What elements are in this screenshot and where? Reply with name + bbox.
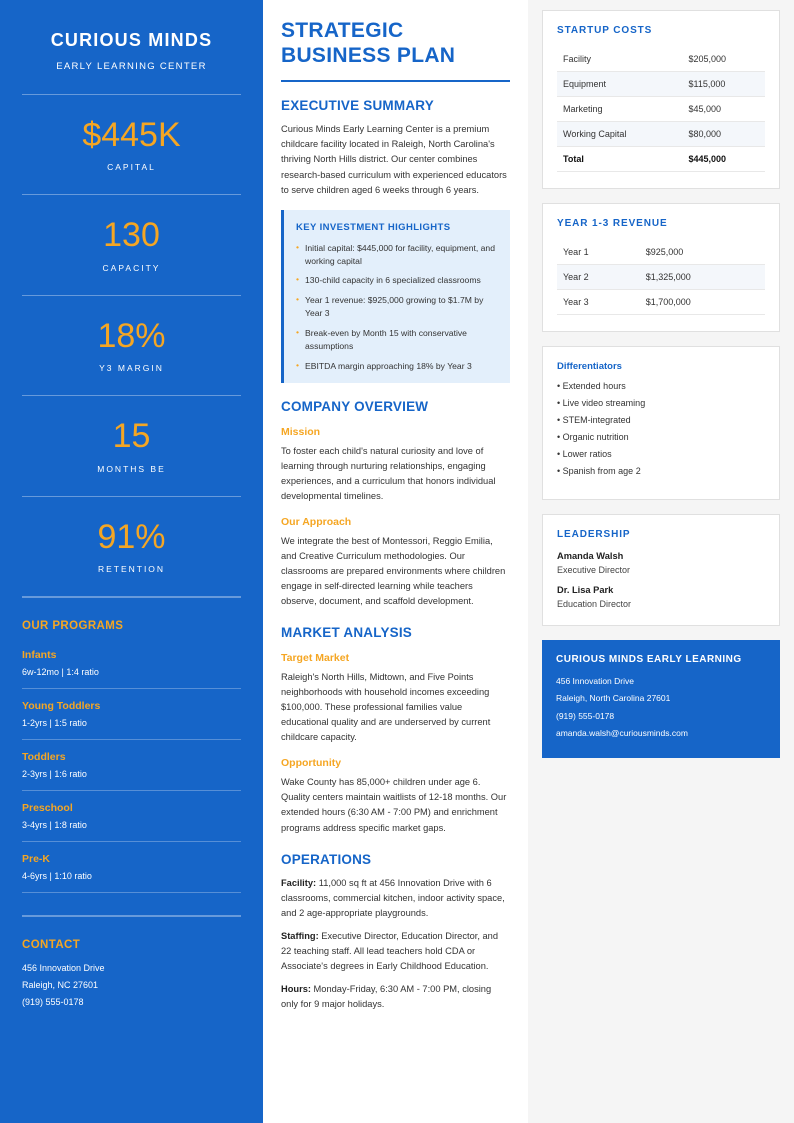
stat-months-be bbox=[22, 418, 241, 473]
approach-label: Our Approach bbox=[281, 515, 352, 528]
differentiator-item: • Organic nutrition bbox=[557, 432, 629, 442]
title-rule bbox=[281, 80, 510, 82]
cost-value: $80,000 bbox=[683, 122, 766, 147]
bullet-icon: • bbox=[296, 274, 300, 285]
mission-body: To foster each child's natural curiosity and love of learning through nurturing relationships, engaging experiences, and a curriculum that honors individual developmental timelines. bbox=[281, 445, 496, 501]
program-name: Pre-K bbox=[22, 852, 51, 865]
brand-subtitle: EARLY LEARNING CENTER bbox=[56, 61, 207, 72]
leader-item bbox=[557, 551, 765, 575]
brand-name: CURIOUS MINDS bbox=[50, 30, 213, 50]
revenue-table bbox=[557, 240, 765, 315]
cost-value: $205,000 bbox=[683, 47, 766, 72]
program-detail: 1-2yrs | 1:5 ratio bbox=[22, 717, 87, 728]
section-executive-summary-heading: EXECUTIVE SUMMARY bbox=[281, 98, 434, 114]
divider bbox=[22, 94, 241, 95]
table-row-total bbox=[557, 147, 765, 172]
stat-value: 18% bbox=[97, 316, 166, 355]
sidebar bbox=[0, 0, 263, 1123]
bullet-icon: • bbox=[296, 359, 300, 370]
revenue-label: Year 3 bbox=[557, 290, 640, 315]
differentiator-item: • STEM-integrated bbox=[557, 415, 631, 425]
highlight-item bbox=[296, 360, 498, 373]
program-name: Infants bbox=[22, 648, 57, 661]
stat-label: Y3 MARGIN bbox=[99, 363, 164, 374]
revenue-value: $1,325,000 bbox=[640, 265, 765, 290]
staffing-label: Staffing: bbox=[281, 930, 319, 941]
mission-label: Mission bbox=[281, 425, 321, 438]
stat-label: CAPITAL bbox=[107, 162, 156, 173]
table-row bbox=[557, 72, 765, 97]
program-item bbox=[22, 791, 241, 842]
table-row bbox=[557, 97, 765, 122]
contact-card-title: CURIOUS MINDS EARLY LEARNING bbox=[556, 654, 742, 665]
program-item bbox=[22, 842, 241, 893]
startup-costs-card bbox=[542, 10, 780, 189]
program-item bbox=[22, 740, 241, 791]
divider bbox=[22, 194, 241, 195]
program-detail: 3-4yrs | 1:8 ratio bbox=[22, 819, 87, 830]
executive-summary-body: Curious Minds Early Learning Center is a premium childcare facility located in Raleigh, North Carolina's thriving North Hills district. Our center combines research-based curriculum with experienced educators to serve children aged 6 weeks through 6 years. bbox=[281, 124, 507, 195]
programs-title: OUR PROGRAMS bbox=[22, 619, 124, 632]
contact-address: 456 Innovation Drive bbox=[22, 962, 105, 973]
leadership-card bbox=[542, 514, 780, 626]
divider bbox=[22, 597, 241, 598]
divider bbox=[22, 295, 241, 296]
revenue-title: YEAR 1-3 REVENUE bbox=[557, 218, 668, 229]
revenue-value: $925,000 bbox=[640, 240, 765, 265]
stat-label: RETENTION bbox=[97, 563, 166, 574]
hours-label: Hours: bbox=[281, 983, 311, 994]
differentiators-card bbox=[542, 346, 780, 500]
divider bbox=[22, 916, 241, 917]
differentiators-title: Differentiators bbox=[557, 361, 622, 372]
revenue-value: $1,700,000 bbox=[640, 290, 765, 315]
approach-body: We integrate the best of Montessori, Reggio Emilia, and Creative Curriculum methodologies. Our classrooms are prepared environments where children engage in self-directed learning while teachers observe, document, and scaffold development. bbox=[281, 535, 506, 607]
program-name: Preschool bbox=[22, 801, 73, 814]
table-row bbox=[557, 265, 765, 290]
highlight-item bbox=[296, 274, 498, 287]
table-row bbox=[557, 122, 765, 147]
opportunity-label: Opportunity bbox=[281, 757, 342, 770]
total-value: $445,000 bbox=[683, 147, 766, 172]
contact-card-city: Raleigh, North Carolina 27601 bbox=[556, 693, 671, 704]
highlight-text: Break-even by Month 15 with conservative assumptions bbox=[305, 328, 467, 351]
stat-value: 15 bbox=[112, 417, 151, 456]
highlights-title: KEY INVESTMENT HIGHLIGHTS bbox=[296, 221, 451, 233]
startup-costs-table bbox=[557, 47, 765, 172]
staffing-text: Executive Director, Education Director, and 22 teaching staff. All lead teachers hold CDA or Associate's degrees in Early Childhood Education. bbox=[281, 930, 499, 971]
right-column bbox=[528, 0, 794, 1123]
bullet-icon: • bbox=[296, 241, 300, 252]
leadership-title: LEADERSHIP bbox=[557, 529, 631, 540]
section-company-overview-heading: COMPANY OVERVIEW bbox=[281, 398, 429, 414]
revenue-label: Year 1 bbox=[557, 240, 640, 265]
cost-label: Marketing bbox=[557, 97, 683, 122]
revenue-label: Year 2 bbox=[557, 265, 640, 290]
stat-label: MONTHS BE bbox=[97, 463, 166, 474]
stat-label: CAPACITY bbox=[102, 262, 161, 273]
brand-title bbox=[22, 30, 241, 72]
stat-value: 130 bbox=[103, 216, 160, 255]
facility-label: Facility: bbox=[281, 877, 317, 888]
leader-name: Dr. Lisa Park bbox=[557, 585, 614, 595]
operations-staffing bbox=[281, 929, 510, 974]
cost-label: Working Capital bbox=[557, 122, 683, 147]
highlight-item bbox=[296, 242, 498, 268]
program-detail: 2-3yrs | 1:6 ratio bbox=[22, 768, 87, 779]
differentiator-item: • Spanish from age 2 bbox=[557, 466, 641, 476]
stat-value: $445K bbox=[82, 116, 181, 154]
program-item bbox=[22, 638, 241, 689]
differentiator-item: • Live video streaming bbox=[557, 398, 646, 408]
contact-card-phone: (919) 555-0178 bbox=[556, 710, 615, 721]
cost-value: $45,000 bbox=[683, 97, 766, 122]
differentiator-item: • Lower ratios bbox=[557, 449, 612, 459]
bullet-icon: • bbox=[296, 294, 300, 305]
operations-facility bbox=[281, 876, 510, 921]
differentiator-item: • Extended hours bbox=[557, 381, 626, 391]
program-detail: 4-6yrs | 1:10 ratio bbox=[22, 870, 92, 881]
table-row bbox=[557, 47, 765, 72]
table-row bbox=[557, 240, 765, 265]
operations-hours bbox=[281, 982, 510, 1012]
cost-label: Equipment bbox=[557, 72, 683, 97]
program-name: Toddlers bbox=[22, 750, 66, 763]
highlight-text: 130-child capacity in 6 specialized classrooms bbox=[305, 275, 481, 286]
opportunity-body: Wake County has 85,000+ children under age 6. Quality centers maintain waitlists of 12-18 months. Our extended hours (6:30 AM - 7:00 PM) and enrichment programs address specific market gaps. bbox=[281, 777, 507, 833]
key-investment-highlights bbox=[281, 210, 510, 383]
total-label: Total bbox=[557, 147, 683, 172]
stat-retention bbox=[22, 519, 241, 574]
contact-card bbox=[542, 640, 780, 758]
cost-label: Facility bbox=[557, 47, 683, 72]
leader-item bbox=[557, 585, 765, 609]
revenue-card bbox=[542, 203, 780, 332]
section-market-analysis-heading: MARKET ANALYSIS bbox=[281, 625, 413, 641]
bullet-icon: • bbox=[296, 327, 300, 338]
divider bbox=[22, 496, 241, 497]
highlight-text: EBITDA margin approaching 18% by Year 3 bbox=[305, 360, 472, 371]
contact-title: CONTACT bbox=[22, 938, 81, 951]
stat-value: 91% bbox=[97, 517, 166, 556]
contact-city: Raleigh, NC 27601 bbox=[22, 979, 99, 990]
stat-y3-margin bbox=[22, 318, 241, 373]
leader-name: Amanda Walsh bbox=[557, 551, 624, 561]
facility-text: 11,000 sq ft at 456 Innovation Drive with 6 classrooms, commercial kitchen, indoor activity space, and 2 age-appropriate playgrounds. bbox=[281, 877, 505, 918]
startup-costs-title: STARTUP COSTS bbox=[557, 25, 653, 36]
stat-capacity bbox=[22, 217, 241, 272]
section-operations-heading: OPERATIONS bbox=[281, 851, 372, 867]
highlight-text: Initial capital: $445,000 for facility, equipment, and working capital bbox=[305, 242, 495, 266]
cost-value: $115,000 bbox=[683, 72, 766, 97]
leader-role: Executive Director bbox=[557, 565, 631, 575]
main-content bbox=[263, 0, 528, 1123]
table-row bbox=[557, 290, 765, 315]
highlight-item bbox=[296, 327, 498, 353]
divider bbox=[22, 395, 241, 396]
contact-card-address: 456 Innovation Drive bbox=[556, 676, 634, 686]
leader-role: Education Director bbox=[557, 599, 632, 609]
program-detail: 6w-12mo | 1:4 ratio bbox=[22, 666, 99, 677]
highlight-item bbox=[296, 294, 498, 320]
contact-phone: (919) 555-0178 bbox=[22, 996, 84, 1007]
target-market-label: Target Market bbox=[281, 652, 350, 665]
program-name: Young Toddlers bbox=[22, 699, 101, 712]
target-market-body: Raleigh's North Hills, Midtown, and Five Points neighborhoods with household incomes exceeding $100,000. These professional families value educational quality and are underserved by current childcare capacity. bbox=[281, 672, 491, 743]
contact-card-email[interactable]: amanda.walsh@curiousminds.com bbox=[556, 727, 688, 738]
stat-capital bbox=[22, 117, 241, 172]
program-item bbox=[22, 689, 241, 740]
highlight-text: Year 1 revenue: $925,000 growing to $1.7M by Year 3 bbox=[305, 295, 484, 319]
hours-text: Monday-Friday, 6:30 AM - 7:00 PM, closing only for 9 major holidays. bbox=[281, 983, 492, 1009]
page-title: STRATEGIC BUSINESS PLAN bbox=[281, 19, 456, 68]
